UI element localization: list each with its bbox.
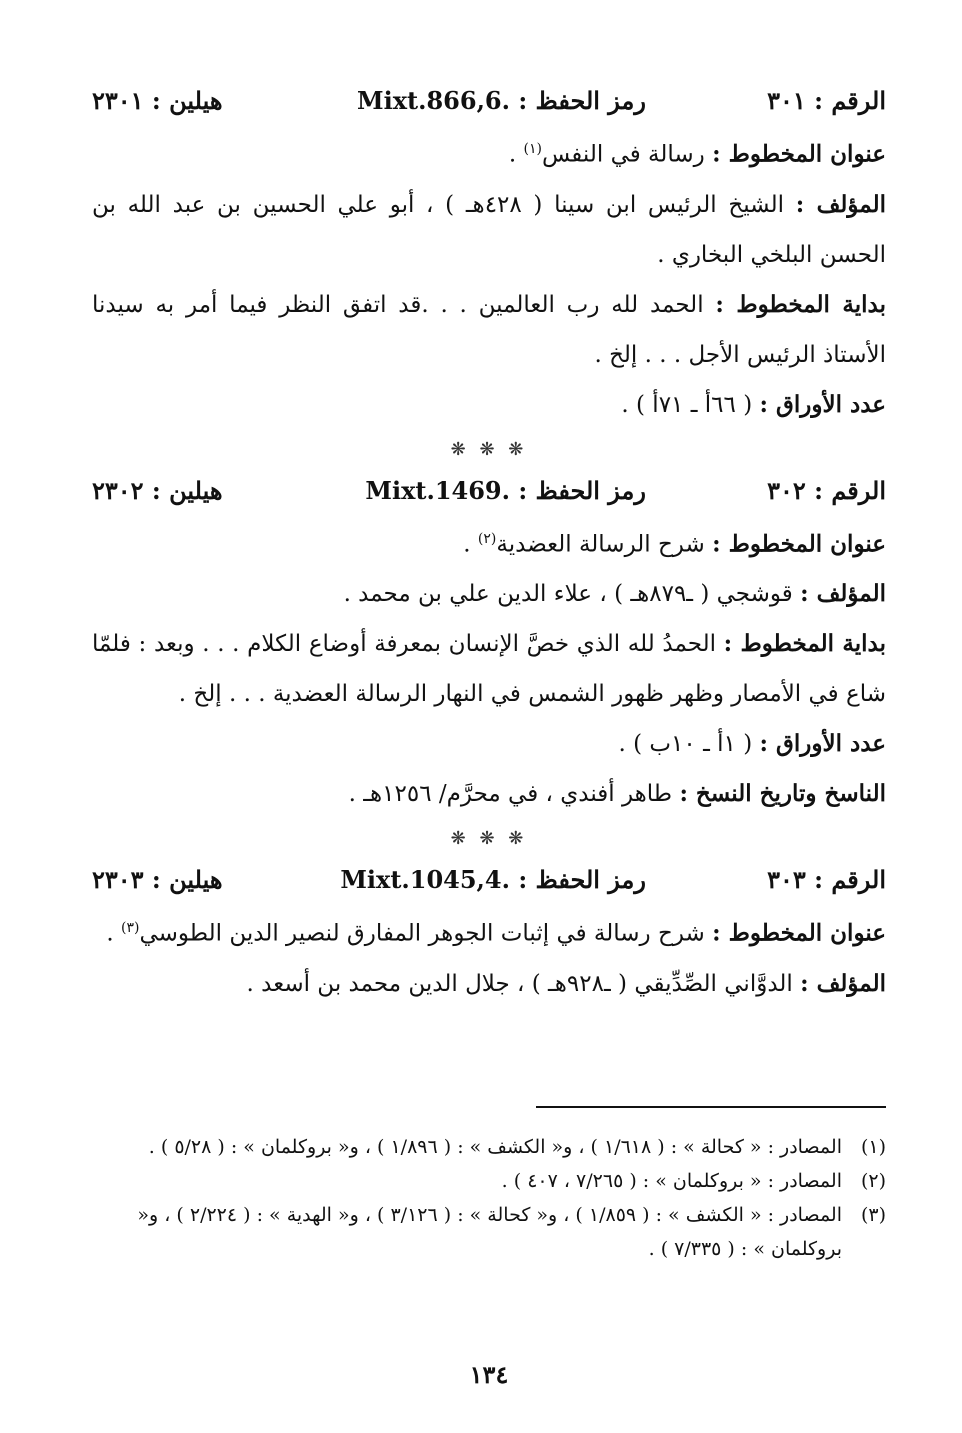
- author-label: المؤلف :: [800, 969, 886, 997]
- shelf-code: رمز الحفظ : .Mixt.1045,4: [340, 865, 646, 895]
- footnotes: [92, 1130, 886, 1266]
- beginning-label: بداية المخطوط :: [723, 630, 886, 658]
- section-separator: ❋ ❋ ❋: [450, 828, 528, 850]
- author-text: الدوَّاني الصِّدِّيقي ( ـ٩٢٨هـ ) ، جلال الدين محمد بن أسعد .: [246, 970, 801, 997]
- entry-number: الرقم : ٣٠٣: [767, 865, 886, 895]
- footnote-ref-3: (٣): [121, 920, 140, 937]
- helin-number: هيلين : ٢٣٠٢: [92, 475, 223, 505]
- leaf-count-label: عدد الأوراق :: [759, 390, 886, 418]
- leaf-count: [92, 380, 886, 430]
- footnote-divider: [536, 1106, 886, 1108]
- copyist-label: الناسخ وتاريخ النسخ :: [679, 780, 886, 808]
- footnote: [92, 1198, 886, 1266]
- manuscript-author: [92, 959, 886, 1009]
- title-label: عنوان المخطوط :: [712, 140, 886, 168]
- title-end: .: [508, 141, 524, 168]
- footnote-number: (١): [860, 1136, 886, 1158]
- manuscript-title: [92, 514, 886, 570]
- copyist-text: طاهر أفندي ، في محرَّم/ ١٢٥٦هـ .: [348, 781, 680, 808]
- author-text: الشيخ الرئيس ابن سينا ( ٤٢٨هـ ) ، أبو علي الحسين بن عبد الله بن الحسن البلخي البخاري .: [92, 191, 886, 268]
- footnote-text: المصادر : « الكشف » : ( ١/٨٥٩ ) ، و« كحالة » : ( ٣/١٢٦ ) ، و« الهدية » : ( ٢/٢٢٤ ) ، و« بروكلمان » : ( ٧/٣٣٥ ) .: [137, 1204, 842, 1260]
- manuscript-title: [92, 903, 886, 959]
- helin-number: هيلين : ٢٣٠٣: [92, 865, 223, 895]
- beginning-text: الحمدُ لله الذي خصَّ الإنسان بمعرفة أوضاع الكلام . . . وبعد : فلمّا شاع في الأمصار وظهر ظهور الشمس في النهار الرسالة العضدية . . . إلخ .: [92, 631, 886, 708]
- leaf-count-text: ( ١أ ـ ١٠ب ) .: [618, 731, 760, 758]
- manuscript-entry-302: [92, 470, 886, 820]
- shelf-code: رمز الحفظ : .Mixt.1469: [365, 475, 646, 505]
- footnote: [92, 1164, 886, 1198]
- title-label: عنوان المخطوط :: [712, 919, 886, 947]
- entry-number: الرقم : ٣٠١: [767, 86, 886, 115]
- title-end: .: [106, 920, 121, 947]
- manuscript-entry-301: [92, 80, 886, 430]
- shelf-code: رمز الحفظ : .Mixt.866,6: [357, 86, 646, 115]
- manuscript-beginning: [92, 280, 886, 380]
- title-end: .: [463, 531, 478, 558]
- document-page: [92, 80, 886, 1410]
- leaf-count: [92, 719, 886, 769]
- beginning-label: بداية المخطوط :: [715, 290, 886, 318]
- section-separator: ❋ ❋ ❋: [450, 438, 528, 460]
- manuscript-beginning: [92, 619, 886, 719]
- entry-number: الرقم : ٣٠٢: [767, 475, 886, 505]
- entry-header: [92, 470, 886, 514]
- footnote-number: (٣): [860, 1204, 886, 1226]
- footnote-text: المصادر : « بروكلمان » : ( ٧/٢٦٥ ، ٤٠٧ ) .: [501, 1170, 842, 1192]
- entry-header: [92, 80, 886, 124]
- entry-header: [92, 859, 886, 903]
- manuscript-author: [92, 180, 886, 280]
- footnote-text: المصادر : « كحالة » : ( ١/٦١٨ ) ، و« الكشف » : ( ١/٨٩٦ ) ، و« بروكلمان » : ( ٥/٢٨ ) .: [148, 1136, 842, 1158]
- copyist-and-date: [92, 769, 886, 819]
- leaf-count-label: عدد الأوراق :: [759, 730, 886, 758]
- footnote-ref-1: (١): [523, 141, 542, 157]
- manuscript-entry-303: [92, 859, 886, 1009]
- title-text: شرح رسالة في إثبات الجوهر المفارق لنصير الدين الطوسي: [139, 920, 713, 947]
- footnote-ref-2: (٢): [477, 530, 497, 547]
- manuscript-author: [92, 569, 886, 619]
- author-text: قوشجي ( ـ٨٧٩هـ ) ، علاء الدين علي بن محمد .: [343, 581, 801, 608]
- title-label: عنوان المخطوط :: [712, 530, 886, 558]
- author-label: المؤلف :: [795, 190, 886, 218]
- helin-number: هيلين : ٢٣٠١: [92, 86, 223, 115]
- beginning-text: الحمد لله رب العالمين . . .قد اتفق النظر فيما أمر به سيدنا الأستاذ الرئيس الأجل . . . إلخ .: [92, 291, 886, 368]
- page-number: ١٣٤: [469, 1360, 509, 1389]
- leaf-count-text: ( ٦٦أ ـ ٧١أ ) .: [621, 391, 760, 418]
- author-label: المؤلف :: [800, 580, 886, 608]
- footnote-number: (٢): [860, 1170, 886, 1192]
- title-text: رسالة في النفس: [541, 141, 713, 168]
- footnote: [92, 1130, 886, 1164]
- title-text: شرح الرسالة العضدية: [496, 531, 713, 558]
- manuscript-title: [92, 124, 886, 180]
